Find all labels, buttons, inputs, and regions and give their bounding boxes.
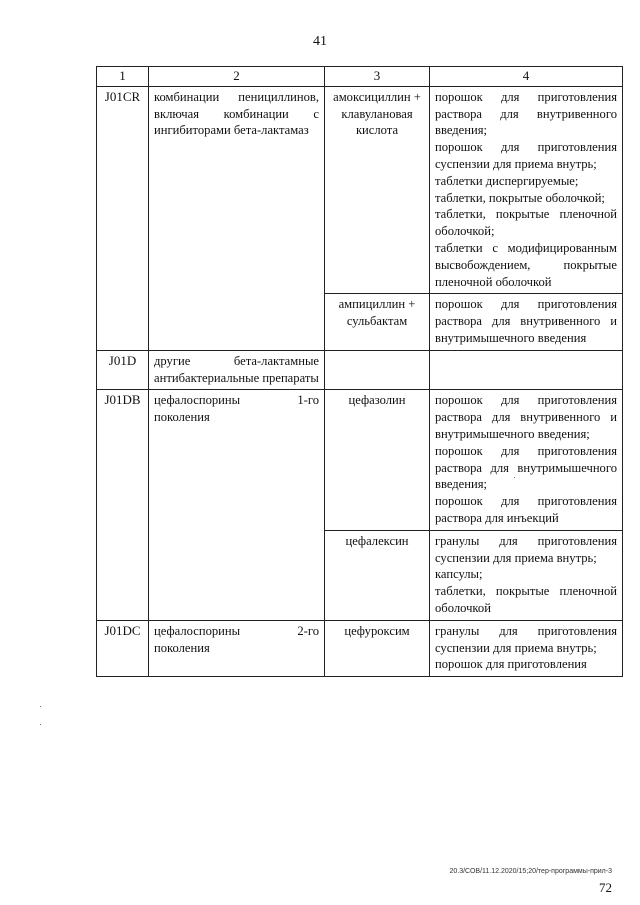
dosage-form: порошок для приготовления раствора для внутримышечного введения; bbox=[435, 443, 617, 492]
table-row bbox=[97, 86, 623, 294]
dosage-form: таблетки, покрытые оболочкой; bbox=[435, 190, 605, 205]
atc-code: J01DC bbox=[97, 620, 149, 676]
atc-code: J01DB bbox=[97, 390, 149, 620]
dosage-form: таблетки диспергируемые; bbox=[435, 173, 579, 188]
dosage-forms bbox=[430, 390, 623, 530]
scan-speck bbox=[40, 706, 41, 707]
dosage-form: порошок для приготовления суспензии для приема внутрь; bbox=[435, 140, 617, 171]
group-name: комбинации пенициллинов, включая комбинации с ингибиторами бета-лактамаз bbox=[149, 86, 325, 350]
header-col-4: 4 bbox=[430, 67, 623, 87]
document-reference: 20.3/СОВ/11.12.2020/15;20/тер-программы-прил-3 bbox=[449, 868, 612, 875]
dosage-form: таблетки с модифицированным высвобождением, покрытые пленочной оболочкой bbox=[435, 240, 617, 289]
dosage-form: таблетки, покрытые пленочной оболочкой; bbox=[435, 207, 617, 239]
header-col-2: 2 bbox=[149, 67, 325, 87]
atc-code: J01D bbox=[97, 350, 149, 390]
drug-name: цефалексин bbox=[325, 530, 430, 620]
dosage-form: порошок для приготовления раствора для внутривенного и внутримышечного введения; bbox=[435, 393, 617, 441]
dosage-forms bbox=[430, 86, 623, 294]
atc-code: J01CR bbox=[97, 86, 149, 350]
page-number: 41 bbox=[313, 34, 327, 49]
dosage-form: порошок для приготовления bbox=[435, 657, 587, 672]
drug-name: цефазолин bbox=[325, 390, 430, 530]
group-name: цефалоспорины 1-го поколения bbox=[149, 390, 325, 620]
header-row bbox=[97, 67, 623, 87]
dosage-form: гранулы для приготовления суспензии для приема внутрь; bbox=[435, 533, 617, 565]
dosage-forms bbox=[430, 530, 623, 620]
drug-table bbox=[96, 66, 623, 677]
dosage-form: порошок для приготовления раствора для внутривенного и внутримышечного введения bbox=[435, 297, 617, 345]
drug-name: ампициллин + сульбактам bbox=[325, 294, 430, 350]
table-row bbox=[97, 620, 623, 676]
dosage-forms bbox=[430, 620, 623, 676]
footer-page-number: 72 bbox=[599, 880, 612, 895]
dosage-forms bbox=[430, 294, 623, 350]
dosage-form: гранулы для приготовления суспензии для приема внутрь; bbox=[435, 623, 617, 655]
drug-name bbox=[325, 350, 430, 390]
dosage-form: таблетки, покрытые пленочной оболочкой bbox=[435, 584, 617, 615]
scan-speck bbox=[40, 724, 41, 725]
dosage-forms bbox=[430, 350, 623, 390]
table-row bbox=[97, 350, 623, 390]
drug-name: цефуроксим bbox=[325, 620, 430, 676]
header-col-1: 1 bbox=[97, 67, 149, 87]
table-row bbox=[97, 390, 623, 530]
dosage-form: порошок для приготовления раствора для инъекций bbox=[435, 494, 617, 525]
scan-speck bbox=[514, 477, 515, 478]
header-col-3: 3 bbox=[325, 67, 430, 87]
dosage-form: капсулы; bbox=[435, 567, 483, 582]
group-name: цефалоспорины 2-го поколения bbox=[149, 620, 325, 676]
table-body bbox=[97, 86, 623, 676]
drug-name: амоксициллин + клавулановая кислота bbox=[325, 86, 430, 294]
group-name: другие бета-лактамные антибактериальные препараты bbox=[149, 350, 325, 390]
dosage-form: порошок для приготовления раствора для внутривенного введения; bbox=[435, 89, 617, 138]
